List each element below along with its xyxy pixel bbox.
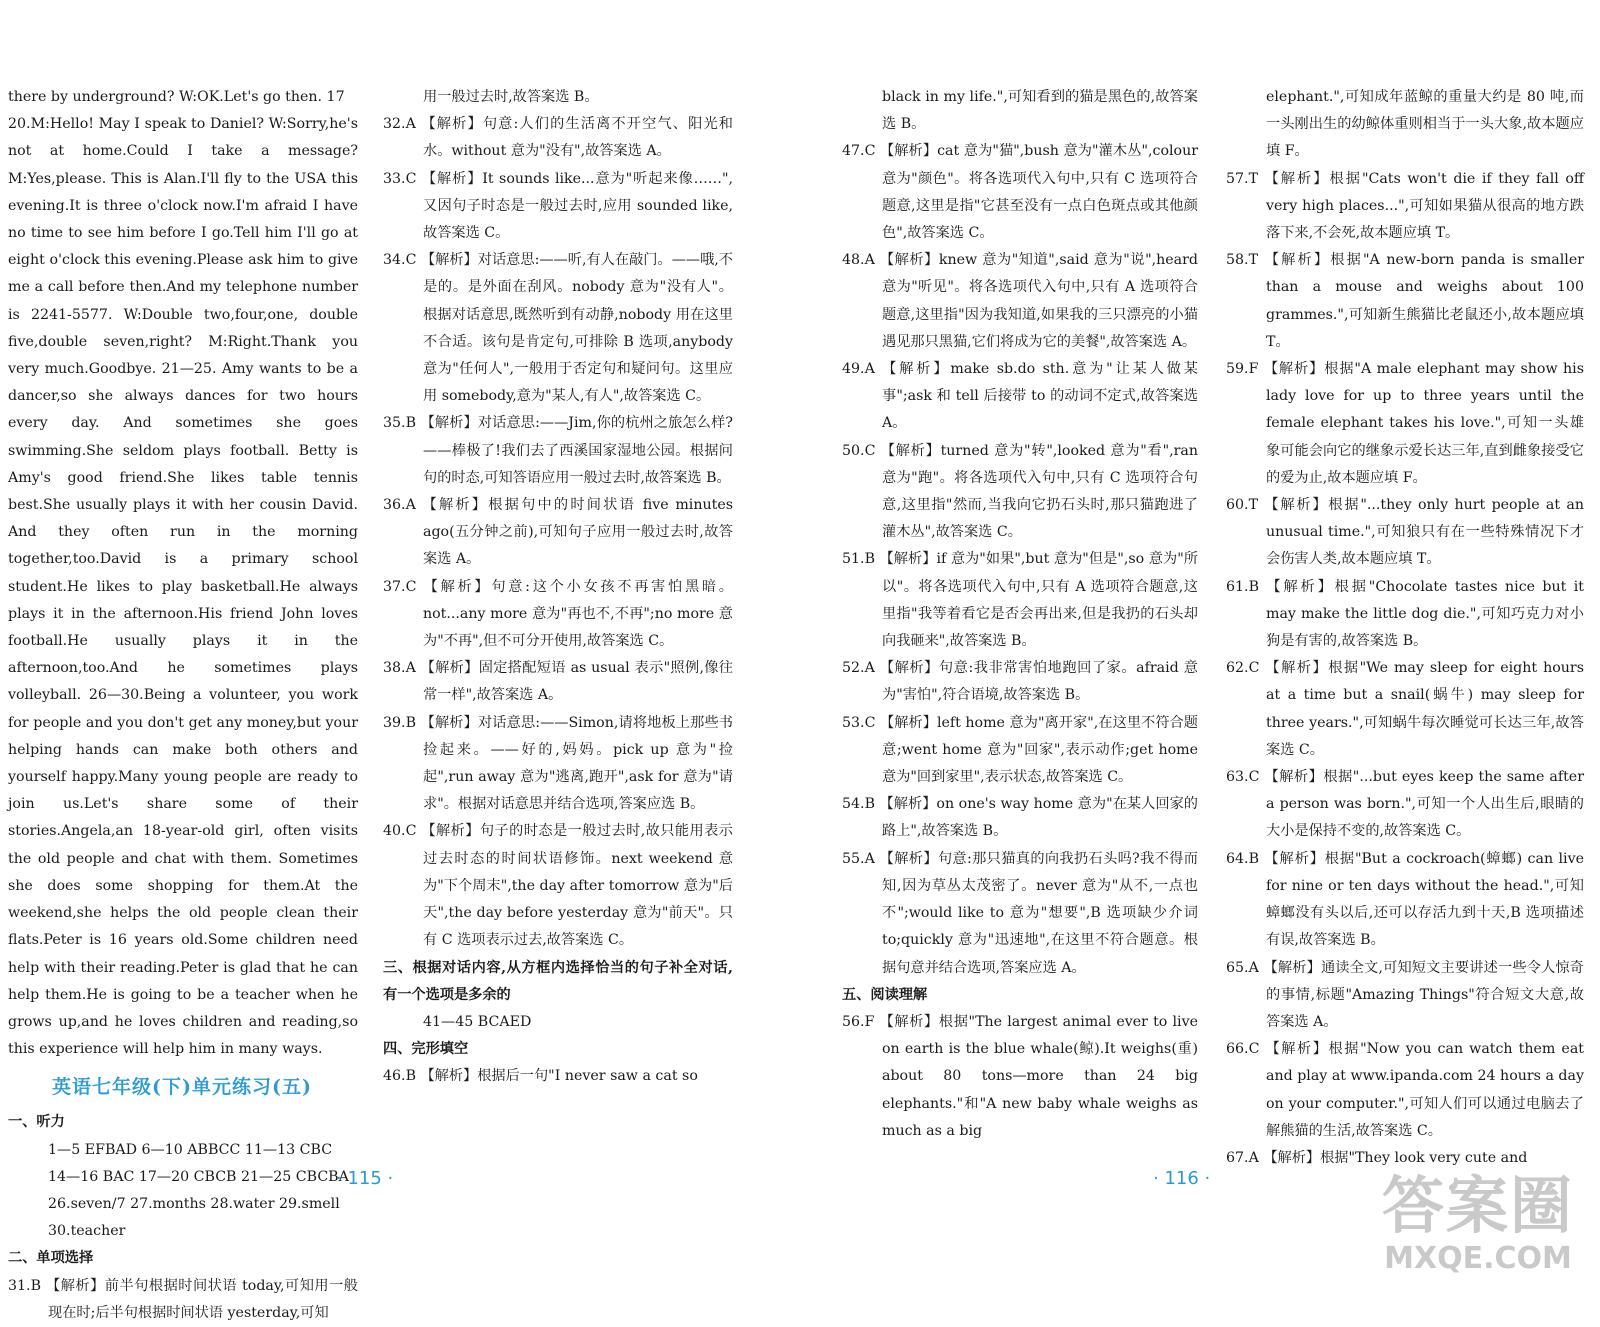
answer-59: 59.F 【解析】根据"A male elephant may show his lady love for up to three years until the female elephant takes his love.",可知一头雄象可能会向它的继象示爱长达三年,直到雌象接受它的爱为止,故本题应填 F。 [1226,361,1584,486]
answer-66: 66.C 【解析】根据"Now you can watch them eat and play at www.ipanda.com 24 hours a day on your computer.",可知人们可以通过电脑去了解熊猫的生活,故答案选 C。 [1226,1041,1584,1139]
answer-50: 50.C 【解析】turned 意为"转",looked 意为"看",ran 意为"跑"。将各选项代入句中,只有 C 选项符合句意,这里指"然而,当我向它扔石头时,那只猫跑进了灌木丛",故答案选 C。 [842,442,1198,541]
answer-38: 38.A 【解析】固定搭配短语 as usual 表示"照例,像往常一样",故答案选 A。 [383,660,733,704]
heading-reading: 五、阅读理解 [842,986,928,1003]
answer-67: 67.A 【解析】根据"They look very cute and [1226,1149,1528,1166]
answer-40: 40.C 【解析】句子的时态是一般过去时,故只能用表示过去时态的时间状语修饰。next weekend 意为"下个周末",the day after tomorrow 意为"后天",the day before yesterday 意为"前天"。只有 C 选项表示过去,故答案选 C。 [383,823,733,949]
listening-answers-1: 1—5 EFBAD 6—10 ABBCC 11—13 CBC [48,1141,333,1158]
answer-33: 33.C 【解析】It sounds like...意为"听起来像……",又因句子时态是一般过去时,应用 sounded like,故答案选 C。 [383,170,733,242]
answer-55: 55.A 【解析】句意:那只猫真的向我扔石头吗?我不得而知,因为草丛太茂密了。never 意为"从不,一点也不";would like to 意为"想要",B 选项缺少介词 to;quickly 意为"迅速地",在这里不符合题意。根据句意并结合选项,答案应选 A。 [842,850,1198,976]
continuation-line: black in my life.",可知看到的猫是黑色的,故答案选 B。 [882,89,1198,133]
listening-answers-3: 26.seven/7 27.months 28.water 29.smell [48,1195,340,1212]
heading-cloze: 四、完形填空 [383,1041,469,1058]
answer-61: 61.B 【解析】根据"Chocolate tastes nice but it may make the little dog die.",可知巧克力对小狗是有害的,故答案选 B。 [1226,578,1584,650]
answer-49: 49.A 【解析】make sb.do sth.意为"让某人做某事";ask 和 tell 后接带 to 的动词不定式,故答案选 A。 [842,361,1198,432]
answer-39: 39.B 【解析】对话意思:——Simon,请将地板上那些书捡起来。——好的,妈妈。pick up 意为"捡起",run away 意为"逃离,跑开",ask for 意为"请求"。根据对话意思并结合选项,答案应选 B。 [383,714,733,813]
continuation-line: elephant.",可知成年蓝鲸的重量大约是 80 吨,而一头刚出生的幼鲸体重则相当于一头大象,故本题应填 F。 [1266,89,1584,160]
answer-53: 53.C 【解析】left home 意为"离开家",在这里不符合题意;went home 意为"回家",表示动作;get home 意为"回到家里",表示状态,故答案选 C。 [842,714,1198,786]
answer-52: 52.A 【解析】句意:我非常害怕地跑回了家。afraid 意为"害怕",符合语境,故答案选 B。 [842,660,1198,704]
heading-listening: 一、听力 [8,1114,65,1131]
answer-60: 60.T 【解析】根据"...they only hurt people at an unusual time.",可知狼只有在一些特殊情况下才会伤害人类,故本题应填 T。 [1226,497,1584,568]
answer-32: 32.A 【解析】句意:人们的生活离不开空气、阳光和水。without 意为"没有",故答案选 A。 [383,116,733,160]
column-1 [8,84,358,1327]
answer-37: 37.C 【解析】句意:这个小女孩不再害怕黑暗。not...any more 意为"再也不,不再";no more 意为"不再",但不可分开使用,故答案选 C。 [383,578,733,650]
page-number-left: · 115 · [336,1168,394,1189]
heading-dialogue: 三、根据对话内容,从方框内选择恰当的句子补全对话,有一个选项是多余的 [383,959,733,1003]
watermark-cn: 答案圈 [1381,1169,1574,1242]
column-3 [842,84,1198,1145]
answer-51: 51.B 【解析】if 意为"如果",but 意为"但是",so 意为"所以"。将各选项代入句中,只有 A 选项符合题意,这里指"我等着看它是否会再出来,但是我扔的石头却向我砸来",故答案选 B。 [842,551,1198,650]
watermark-en: MXQE.COM [1384,1241,1572,1276]
answer-34: 34.C 【解析】对话意思:——听,有人在敲门。——哦,不是的。是外面在刮风。nobody 意为"没有人"。根据对话意思,既然听到有动静,nobody 用在这里不合适。该句是肯定句,可排除 B 选项,anybody 意为"任何人",一般用于否定句和疑问句。这里应用 somebody,意为"某人,有人",故答案选 C。 [383,252,733,405]
answer-65: 65.A 【解析】通读全文,可知短文主要讲述一些令人惊奇的事情,标题"Amazing Things"符合短文大意,故答案选 A。 [1226,959,1584,1030]
dialogue-answers: 41—45 BCAED [423,1013,532,1030]
section-title: 英语七年级(下)单元练习(五) [52,1076,312,1099]
answer-58: 58.T 【解析】根据"A new-born panda is smaller than a mouse and weighs about 100 grammes.",可知新生熊猫比老鼠还小,故本题应填 T。 [1226,252,1584,350]
answer-35: 35.B 【解析】对话意思:——Jim,你的杭州之旅怎么样?——棒极了!我们去了西溪国家湿地公园。根据问句的时态,可知答语应用一般过去时,故答案选 B。 [383,415,733,486]
answer-46: 46.B 【解析】根据后一句"I never saw a cat so [383,1068,698,1085]
text-line: there by underground? W:OK.Let's go then. 17 [8,89,345,105]
listening-answers-4: 30.teacher [48,1223,126,1240]
answer-57: 57.T 【解析】根据"Cats won't die if they fall off very high places...",可知如果猫从很高的地方跌落下来,不会死,故本题应填 T。 [1226,170,1584,242]
watermark-logo [1378,1170,1578,1282]
answer-63: 63.C 【解析】根据"...but eyes keep the same after a person was born.",可知一个人出生后,眼睛的大小是保持不变的,故答案选 C。 [1226,769,1584,840]
page-number-right: · 116 · [1153,1168,1211,1189]
answer-48: 48.A 【解析】knew 意为"知道",said 意为"说",heard 意为"听见"。将各选项代入句中,只有 A 选项符合题意,这里指"因为我知道,如果我的三只漂亮的小猫遇见那只黑猫,它们将成为它的美餐",故答案选 A。 [842,252,1198,350]
answer-62: 62.C 【解析】根据"We may sleep for eight hours at a time but a snail(蜗牛) may sleep for three years.",可知蜗牛每次睡觉可长达三年,故答案选 C。 [1226,660,1584,758]
listening-script: 20.M:Hello! May I speak to Daniel? W:Sorry,he's not at home.Could I take a message? M:Yes,please. This is Alan.I'll fly to the USA this evening.It is three o'clock now.I'm afraid I have no time to see him before I go.Tell him I'll go at eight o'clock this evening.Please ask him to give me a call before then.And my telephone number is 2241-5577. W:Double two,four,one, double five,double seven,right? M:Right.Thank you very much.Goodbye. 21—25. Amy wants to be a dancer,so she always dances for two hours every day. And sometimes she goes swimming.She seldom plays football. Betty is Amy's good friend.She likes table tennis best.She usually plays it with her cousin David. And they often run in the morning together,too.David is a primary school student.He likes to play basketball.He always plays it in the afternoon.His friend John loves football.He usually plays it in the afternoon,too.And he sometimes plays volleyball. 26—30.Being a volunteer, you work for people and you don't get any money,but your helping hands can make both others and yourself happy.Many young people are ready to join us.Let's share some of their stories.Angela,an 18-year-old girl, often visits the old people and chat with them. Sometimes she does some shopping for them.At the weekend,she helps the old people clean their flats.Peter is 16 years old.Some children need help with their reading.Peter is glad that he can help them.He is going to be a teacher when he grows up,and he loves children and reading,so this experience will help him in many ways. [8,116,358,1058]
answer-36: 36.A 【解析】根据句中的时间状语 five minutes ago(五分钟之前),可知句子应用一般过去时,故答案选 A。 [383,497,733,568]
answer-47: 47.C 【解析】cat 意为"猫",bush 意为"灌木丛",colour 意为"颜色"。将各选项代入句中,只有 C 选项符合题意,这里是指"它甚至没有一点白色斑点或其他颜色",故答案选 C。 [842,143,1198,242]
answer-64: 64.B 【解析】根据"But a cockroach(蟑螂) can live for nine or ten days without the head.",可知蟑螂没有头以后,还可以存活九到十天,B 选项描述有误,故答案选 B。 [1226,850,1584,949]
answer-54: 54.B 【解析】on one's way home 意为"在某人回家的路上",故答案选 B。 [842,796,1198,840]
answer-56: 56.F 【解析】根据"The largest animal ever to live on earth is the blue whale(鲸).It weighs(重) about 80 tons—more than 24 big elephants."和"A new baby whale weighs as much as a big [842,1013,1198,1139]
listening-answers-2: 14—16 BAC 17—20 CBCB 21—25 CBCBA [48,1168,349,1185]
column-4 [1226,84,1584,1172]
column-2 [383,84,733,1091]
heading-single-choice: 二、单项选择 [8,1250,94,1267]
continuation-line: 用一般过去时,故答案选 B。 [423,89,599,105]
answer-31: 31.B 【解析】前半句根据时间状语 today,可知用一般现在时;后半句根据时间状语 yesterday,可知 [8,1277,358,1321]
